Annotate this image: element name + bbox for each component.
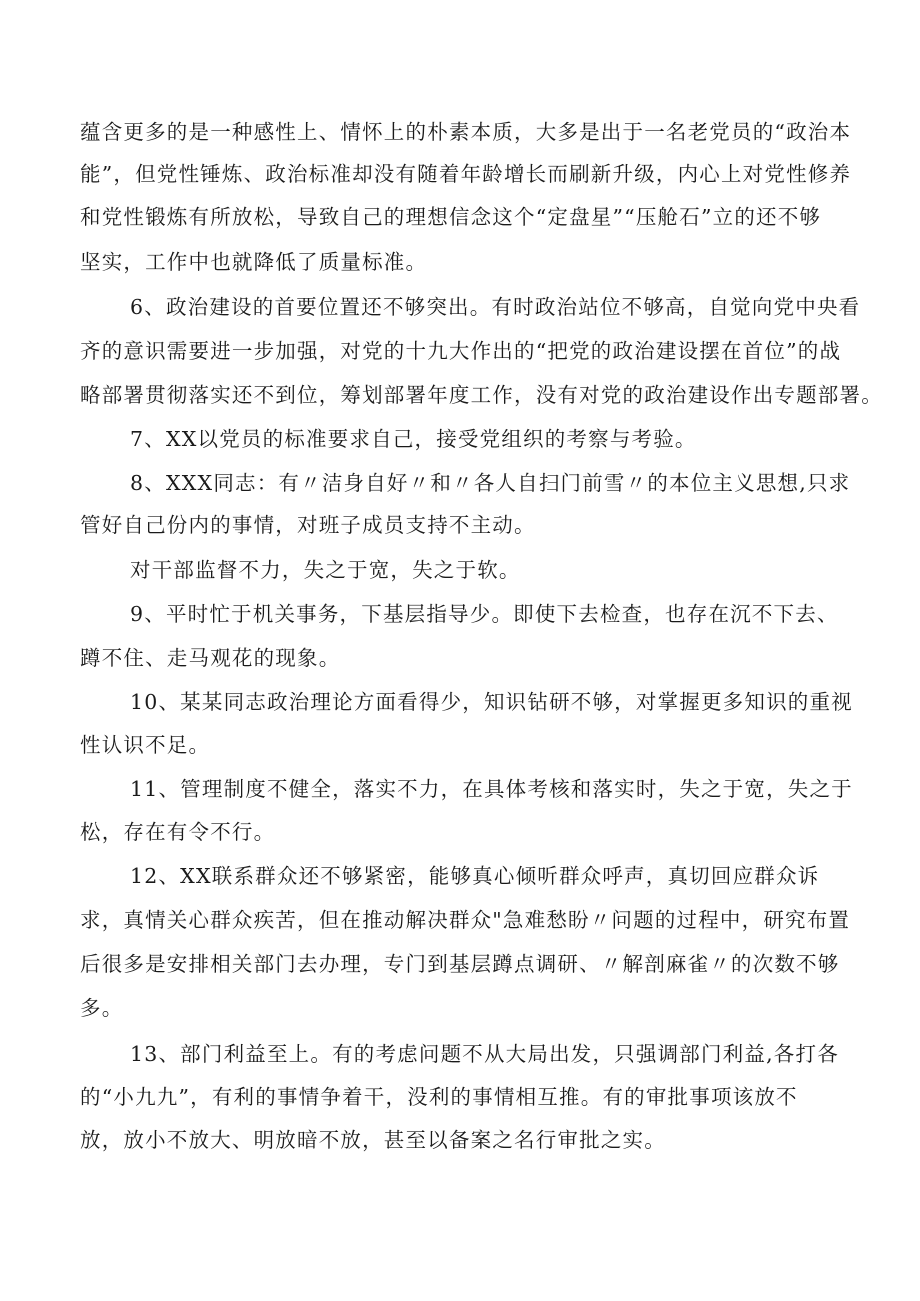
text-line: 求，真情关心群众疾苦，但在推动解决群众"急难愁盼〃问题的过程中，研究布置 <box>80 908 851 932</box>
text-line: 的“小九九”，有利的事情争着干，没利的事情相互推。有的审批事项该放不 <box>80 1085 798 1109</box>
text-line: 13、部门利益至上。有的考虑问题不从大局出发，只强调部门利益,各打各 <box>130 1042 839 1066</box>
text-line: 10、某某同志政治理论方面看得少，知识钻研不够，对掌握更多知识的重视 <box>130 690 853 714</box>
text-line: 对干部监督不力，失之于宽，失之于软。 <box>130 558 521 582</box>
text-line: 蕴含更多的是一种感性上、情怀上的朴素本质，大多是出于一名老党员的“政治本 <box>80 120 852 144</box>
text-line: 8、XXX同志：有〃洁身自好〃和〃各人自扫门前雪〃的本位主义思想,只求 <box>130 471 851 495</box>
text-line: 略部署贯彻落实还不到位，筹划部署年度工作，没有对党的政治建设作出专题部署。 <box>80 383 883 407</box>
text-line: 松，存在有令不行。 <box>80 820 276 844</box>
text-line: 齐的意识需要进一步加强，对党的十九大作出的“把党的政治建设摆在首位”的战 <box>80 339 842 363</box>
text-line: 放，放小不放大、明放暗不放，甚至以备案之名行审批之实。 <box>80 1128 666 1152</box>
text-line: 坚实，工作中也就降低了质量标准。 <box>80 250 428 274</box>
text-line: 7、XX以党员的标准要求自己，接受党组织的考察与考验。 <box>130 427 697 451</box>
text-line: 能”，但党性锤炼、政治标准却没有随着年龄增长而刷新升级，内心上对党性修养 <box>80 162 852 186</box>
text-line: 蹲不住、走马观花的现象。 <box>80 646 341 670</box>
text-line: 管好自己份内的事情，对班子成员支持不主动。 <box>80 513 536 537</box>
text-line: 性认识不足。 <box>80 733 211 757</box>
text-line: 6、政治建设的首要位置还不够突出。有时政治站位不够高，自觉向党中央看 <box>130 295 861 319</box>
text-line: 多。 <box>80 996 124 1020</box>
text-line: 11、管理制度不健全，落实不力，在具体考核和落实时，失之于宽，失之于 <box>130 777 853 801</box>
text-line: 12、XX联系群众还不够紧密，能够真心倾听群众呼声，真切回应群众诉 <box>130 864 820 888</box>
text-line: 后很多是安排相关部门去办理，专门到基层蹲点调研、〃解剖麻雀〃的次数不够 <box>80 952 840 976</box>
text-line: 9、平时忙于机关事务，下基层指导少。即使下去检查，也存在沉不下去、 <box>130 602 839 626</box>
text-line: 和党性锻炼有所放松，导致自己的理想信念这个“定盘星”“压舱石”立的还不够 <box>80 205 822 229</box>
